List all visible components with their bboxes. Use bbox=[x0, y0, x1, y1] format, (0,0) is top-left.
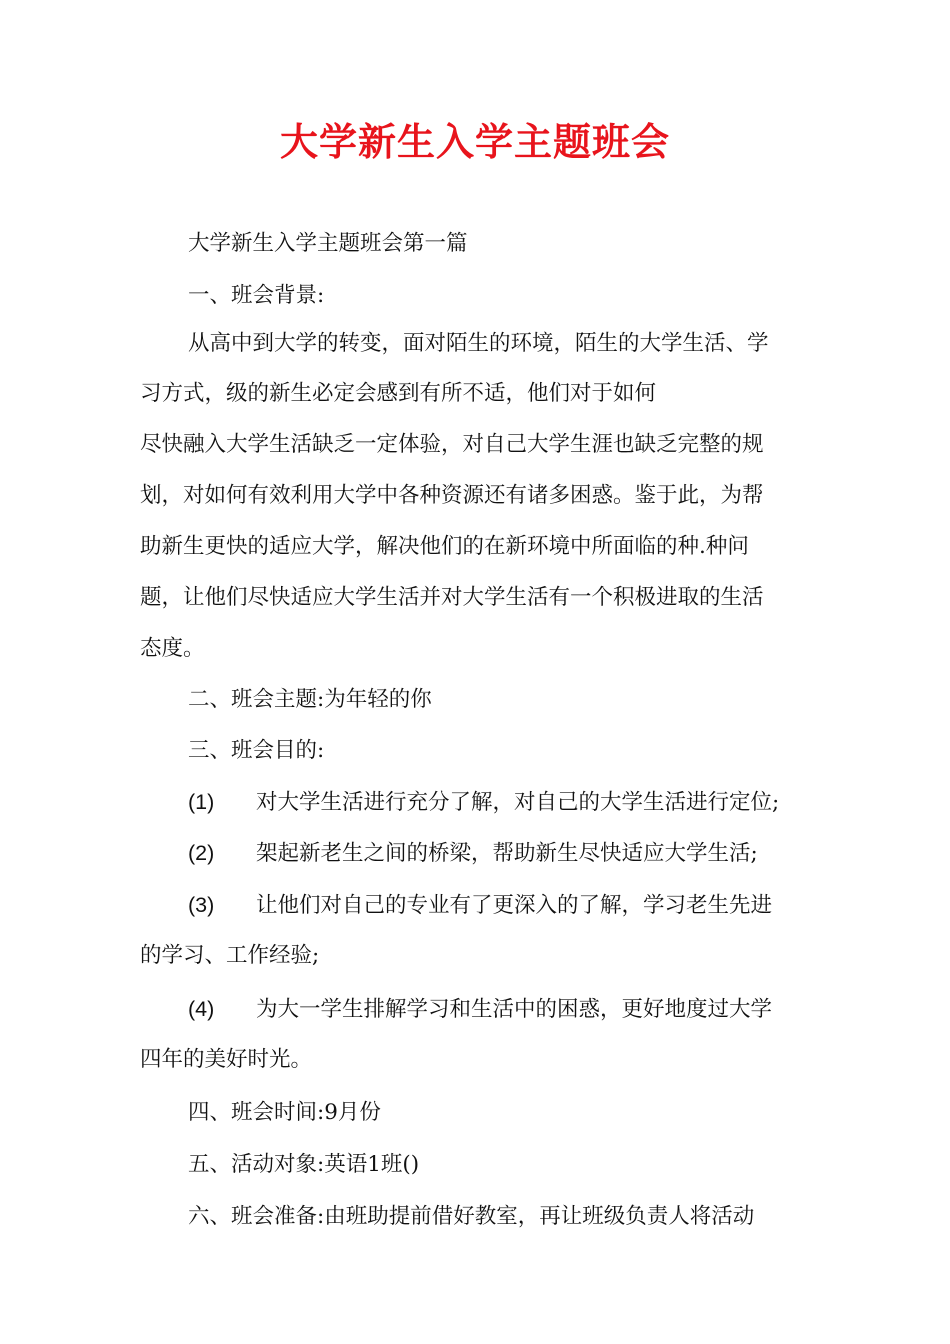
paragraph-line: 划，对如何有效利用大学中各种资源还有诸多困惑。鉴于此，为帮 bbox=[140, 483, 764, 508]
paragraph-line: 的学习、工作经验; bbox=[140, 943, 320, 968]
list-number: (4) bbox=[188, 997, 215, 1021]
list-number: (1) bbox=[188, 790, 215, 814]
paragraph-line: 助新生更快的适应大学，解决他们的在新环境中所面临的种.种问 bbox=[140, 534, 749, 559]
section-heading: 五、活动对象:英语1班() bbox=[188, 1152, 420, 1177]
section-heading: 大学新生入学主题班会第一篇 bbox=[188, 231, 468, 256]
paragraph-line: 态度。 bbox=[140, 636, 205, 661]
section-heading: 四、班会时间:9月份 bbox=[188, 1100, 381, 1125]
section-heading: 六、班会准备:由班助提前借好教室，再让班级负责人将活动 bbox=[188, 1204, 755, 1229]
paragraph-line: 从高中到大学的转变，面对陌生的环境，陌生的大学生活、学 bbox=[188, 331, 769, 356]
section-heading: 二、班会主题:为年轻的你 bbox=[188, 687, 432, 712]
list-text: 让他们对自己的专业有了更深入的了解，学习老生先进 bbox=[256, 893, 773, 918]
list-item bbox=[188, 787, 779, 818]
list-number: (2) bbox=[188, 841, 215, 865]
list-number: (3) bbox=[188, 893, 215, 917]
paragraph-line: 习方式，级的新生必定会感到有所不适，他们对于如何 bbox=[140, 381, 657, 406]
list-item bbox=[188, 994, 772, 1025]
paragraph-line: 四年的美好时光。 bbox=[140, 1047, 313, 1072]
list-text: 为大一学生排解学习和生活中的困惑，更好地度过大学 bbox=[256, 997, 773, 1022]
list-text: 架起新老生之间的桥梁，帮助新生尽快适应大学生活; bbox=[256, 841, 758, 866]
list-item bbox=[188, 890, 772, 921]
section-heading: 三、班会目的: bbox=[188, 738, 325, 763]
list-text: 对大学生活进行充分了解，对自己的大学生活进行定位; bbox=[256, 790, 780, 815]
document-title: 大学新生入学主题班会 bbox=[279, 120, 670, 164]
section-heading: 一、班会背景: bbox=[188, 283, 325, 308]
paragraph-line: 题，让他们尽快适应大学生活并对大学生活有一个积极进取的生活 bbox=[140, 585, 764, 610]
paragraph-line: 尽快融入大学生活缺乏一定体验，对自己大学生涯也缺乏完整的规 bbox=[140, 432, 764, 457]
list-item bbox=[188, 838, 758, 869]
